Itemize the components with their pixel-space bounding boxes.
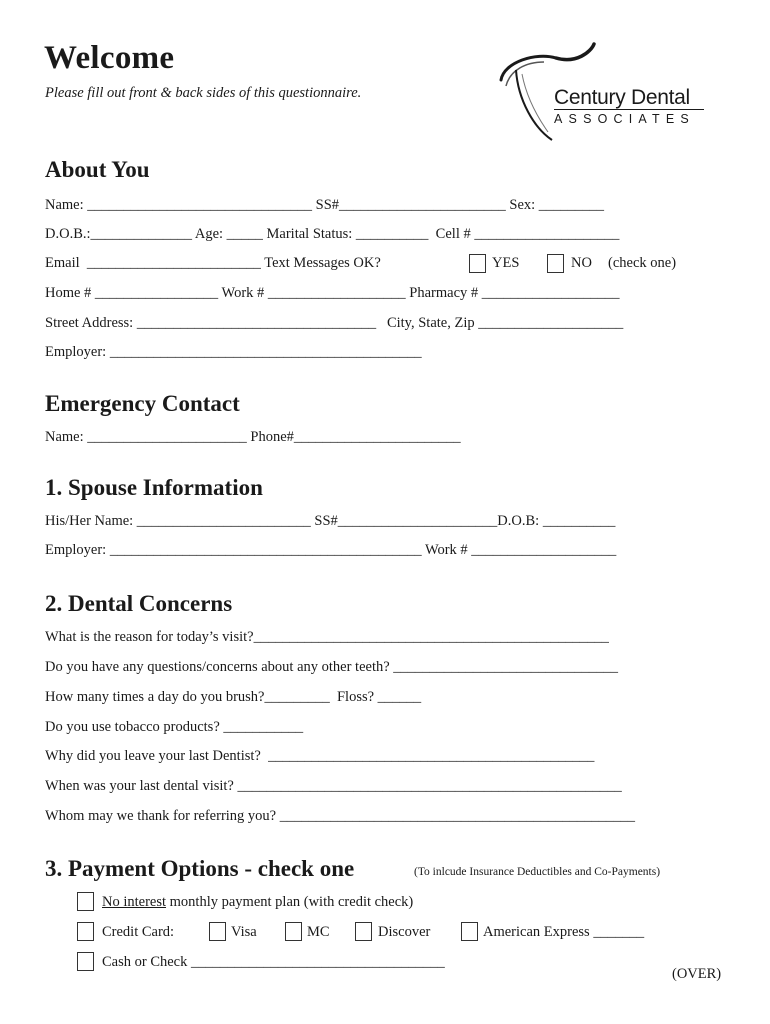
amex-checkbox[interactable] [461, 922, 478, 941]
dental-question-other-teeth[interactable]: Do you have any questions/concerns about any other teeth? _______________________________ [45, 659, 619, 675]
payment-note: (To inlcude Insurance Deductibles and Co-Payments) [414, 866, 661, 878]
payment-cash-check-checkbox[interactable] [77, 952, 94, 971]
dental-question-last-visit[interactable]: When was your last dental visit? _____________________________________________________ [45, 778, 622, 794]
section-heading-spouse: 1. Spouse Information [45, 475, 263, 500]
text-ok-no-checkbox[interactable] [547, 254, 564, 273]
mc-label: MC [307, 924, 330, 940]
no-label: NO [571, 255, 592, 271]
dental-question-referral[interactable]: Whom may we thank for referring you? _________________________________________________ [45, 808, 635, 824]
about-address-line[interactable]: Street Address: _________________________________ City, State, Zip ____________________ [45, 315, 624, 331]
over-note: (OVER) [672, 966, 722, 982]
section-heading-emergency: Emergency Contact [45, 391, 240, 416]
dental-question-tobacco[interactable]: Do you use tobacco products? ___________ [45, 719, 304, 735]
cash-check-label: Cash or Check ___________________________________ [102, 954, 445, 970]
about-email-line[interactable]: Email ________________________ Text Messages OK? [45, 255, 381, 271]
century-dental-logo [496, 40, 716, 144]
dental-question-last-dentist[interactable]: Why did you leave your last Dentist? _____________________________________________ [45, 748, 595, 764]
logo-name: Century Dental [554, 86, 690, 109]
credit-card-label: Credit Card: [102, 924, 175, 940]
about-employer-line[interactable]: Employer: ___________________________________________ [45, 344, 422, 360]
logo-subtitle: ASSOCIATES [554, 112, 695, 126]
payment-option-no-interest [102, 894, 413, 911]
discover-label: Discover [378, 924, 431, 940]
section-heading-about: About You [45, 157, 150, 182]
about-phone-line[interactable]: Home # _________________ Work # ___________________ Pharmacy # ___________________ [45, 285, 620, 301]
text-ok-yes-checkbox[interactable] [469, 254, 486, 273]
visa-label: Visa [231, 924, 257, 940]
page-subtitle: Please fill out front & back sides of this questionnaire. [45, 85, 362, 101]
about-dob-line[interactable]: D.O.B.:______________ Age: _____ Marital Status: __________ Cell # ____________________ [45, 226, 620, 242]
mc-checkbox[interactable] [285, 922, 302, 941]
section-heading-payment: 3. Payment Options - check one [45, 856, 355, 881]
no-interest-label: No interest [102, 894, 167, 910]
dental-question-brush[interactable]: How many times a day do you brush?_________ Floss? ______ [45, 689, 422, 705]
section-heading-dental: 2. Dental Concerns [45, 591, 233, 616]
about-name-line[interactable]: Name: _______________________________ SS#_______________________ Sex: _________ [45, 197, 605, 213]
check-one-note: (check one) [608, 255, 677, 271]
amex-label: American Express _______ [483, 924, 645, 940]
spouse-employer-line[interactable]: Employer: ___________________________________________ Work # ____________________ [45, 542, 617, 558]
emergency-contact-line[interactable]: Name: ______________________ Phone#_______________________ [45, 429, 461, 445]
payment-no-interest-checkbox[interactable] [77, 892, 94, 911]
dental-question-reason[interactable]: What is the reason for today’s visit?_________________________________________________ [45, 629, 609, 645]
logo-divider [554, 109, 704, 110]
no-interest-rest: monthly payment plan (with credit check) [166, 894, 414, 910]
visa-checkbox[interactable] [209, 922, 226, 941]
page-title: Welcome [44, 40, 175, 76]
discover-checkbox[interactable] [355, 922, 372, 941]
payment-credit-card-checkbox[interactable] [77, 922, 94, 941]
spouse-name-line[interactable]: His/Her Name: ________________________ SS#______________________D.O.B: __________ [45, 513, 616, 529]
yes-label: YES [492, 255, 520, 271]
